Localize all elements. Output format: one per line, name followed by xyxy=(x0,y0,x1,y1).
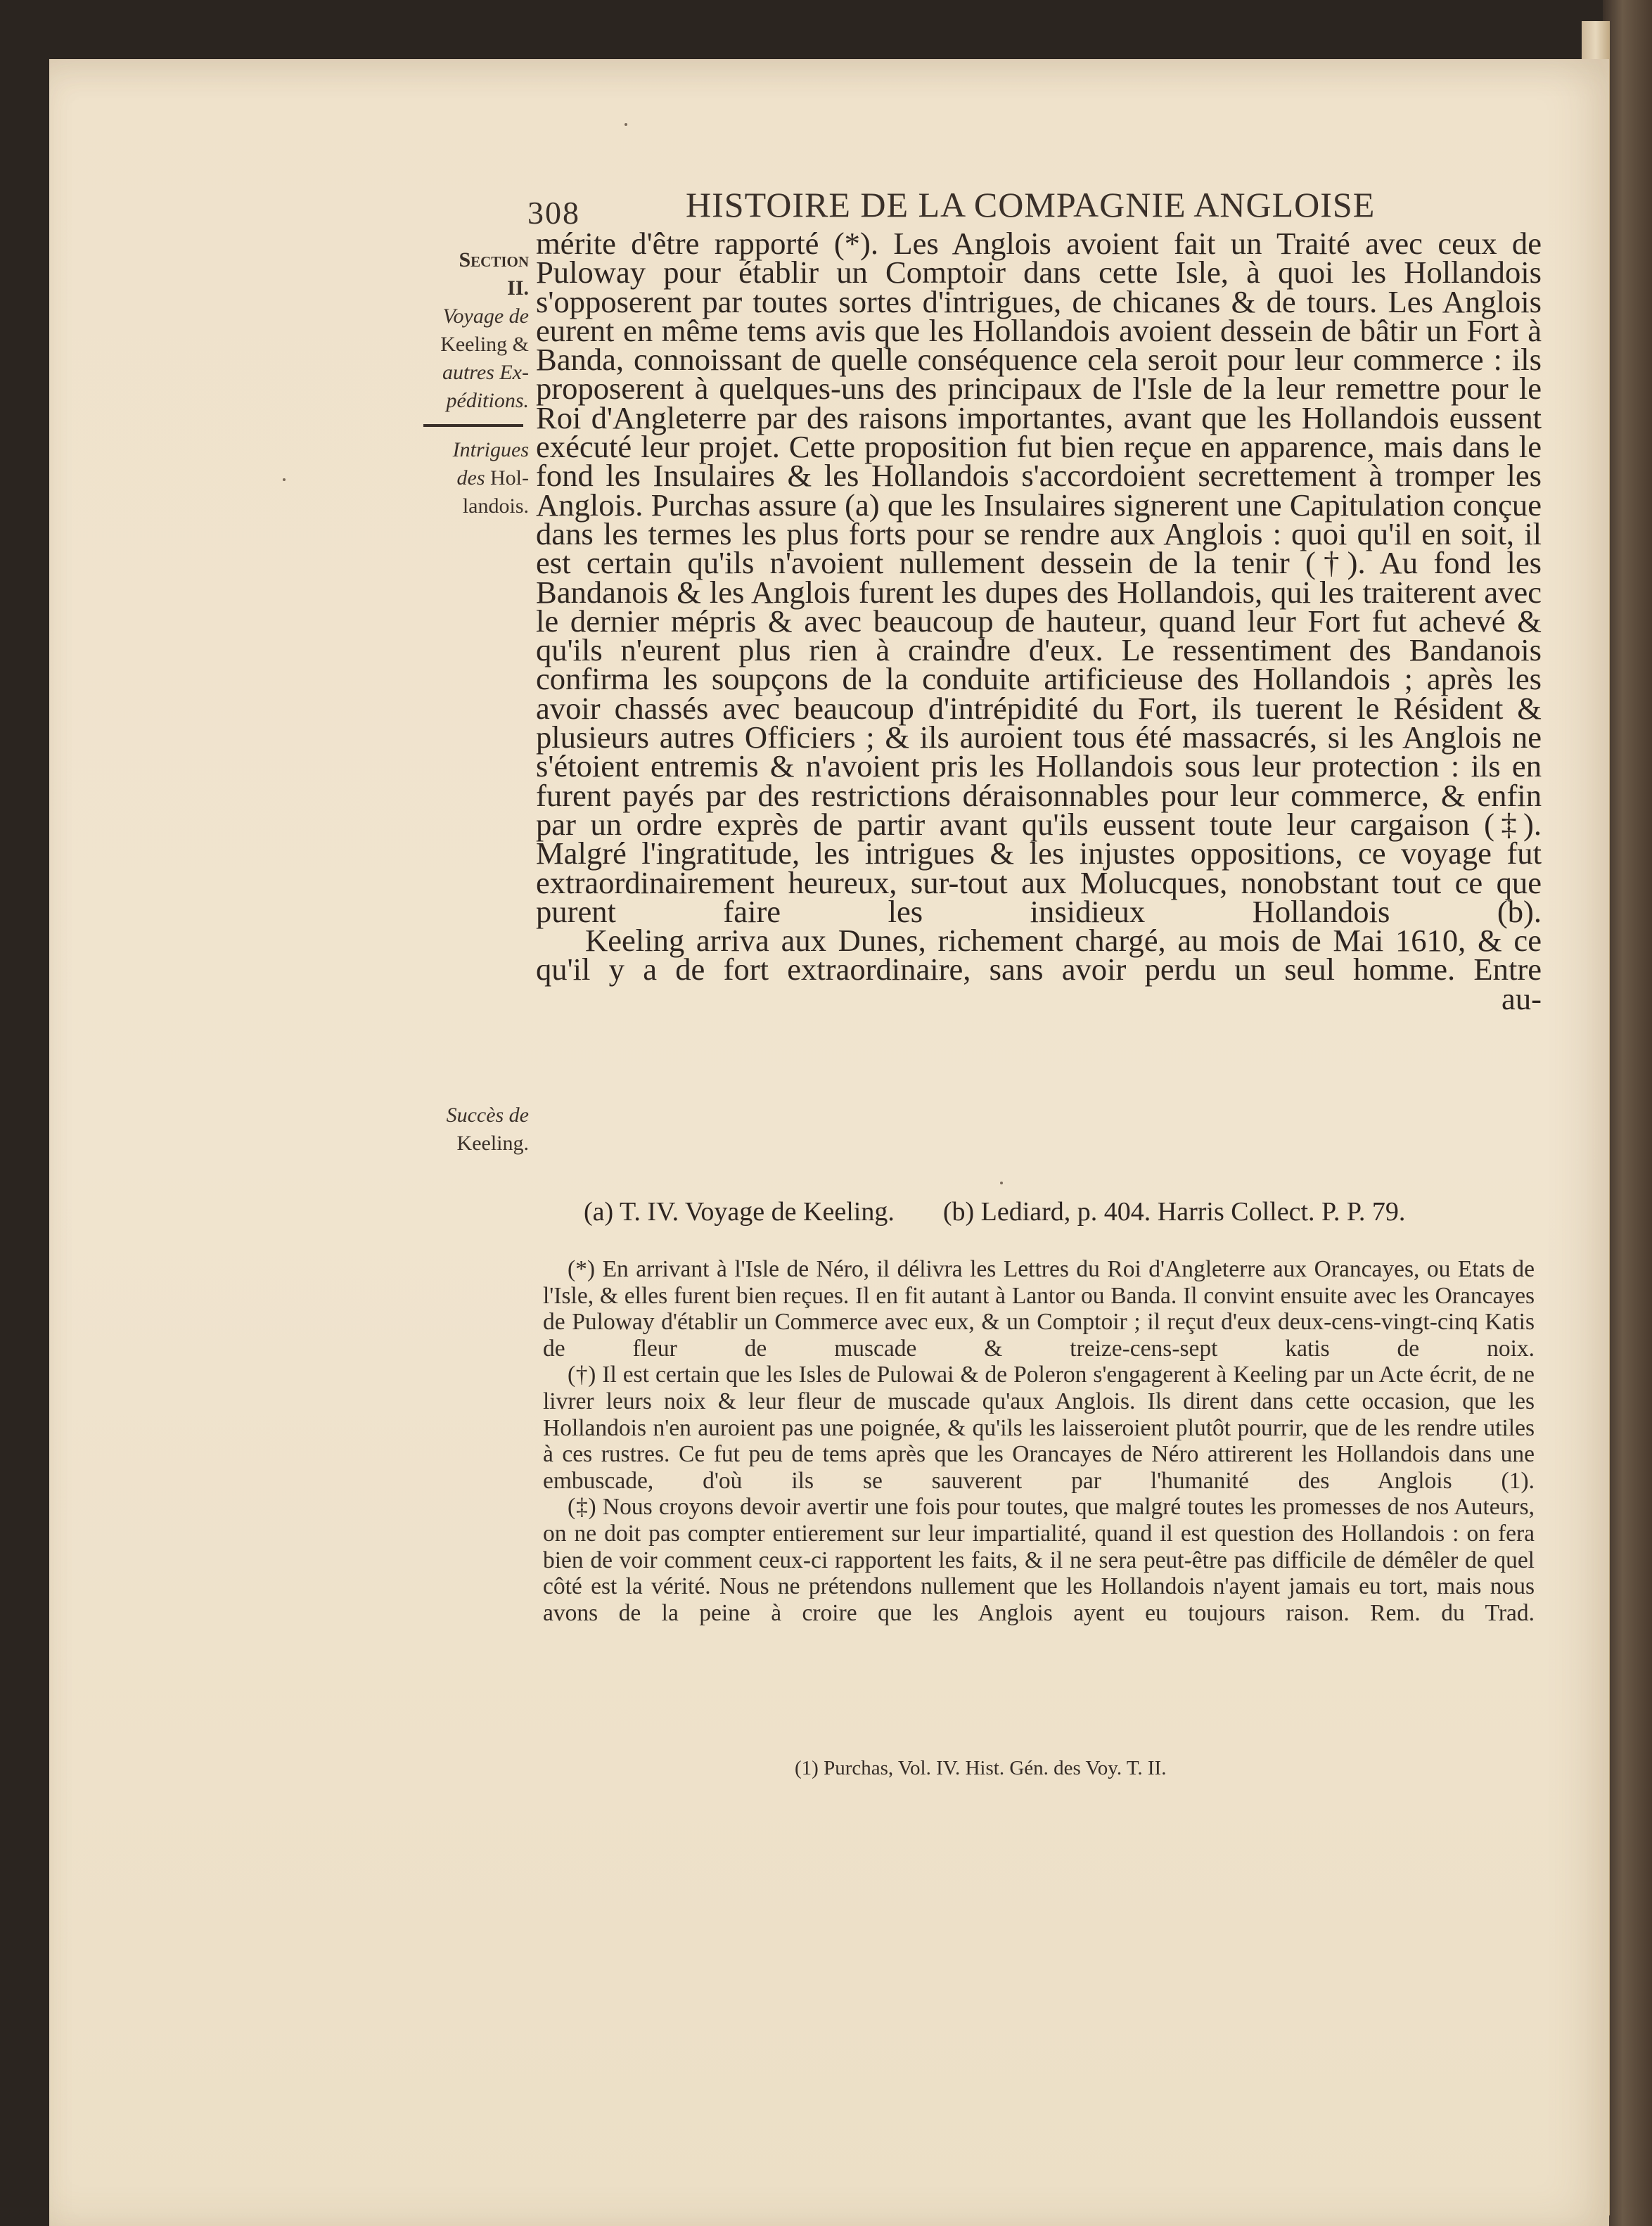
margin-note-intrigues xyxy=(416,436,529,520)
margin-divider xyxy=(423,424,523,427)
reference-a: (a) T. IV. Voyage de Keeling. xyxy=(584,1197,895,1227)
note-double-dagger: (‡) Nous croyons devoir avertir une fois pour toutes, que malgré toutes les promesses de nos Auteurs, on ne doit pas compter entierement sur leur impartialité, quand il est question des Hollandois : on fera bien de voir comment ceux-ci rapportent les faits, & il ne sera peut-être pas difficile de démêler de quel côté est la vérité. Nous ne prétendons nullement que les Hollandois n'ayent jamais eu tort, mais nous avons de la peine à croire que les Anglois ayent eu toujours raison. Rem. du Trad. xyxy=(543,1494,1535,1626)
margin-intrigues-line-a: Intrigues xyxy=(452,438,529,461)
margin-intrigues-line-c: landois. xyxy=(462,494,529,518)
margin-succes-line-a: Succès de xyxy=(446,1104,529,1127)
margin-note-section xyxy=(416,246,529,415)
main-text xyxy=(536,226,1542,1016)
reference-b: (b) Lediard, p. 404. Harris Collect. P. P. 79. xyxy=(942,1197,1406,1227)
body-paragraph-2: Keeling arriva aux Dunes, richement chargé, au mois de Mai 1610, & ce qu'il y a de fort extraordinaire, sans avoir perdu un seul homme. Entre xyxy=(536,923,1542,987)
margin-intrigues-line-b: des xyxy=(456,466,485,490)
paper-speck xyxy=(625,123,627,126)
margin-section-number: II. xyxy=(507,276,529,300)
paper-speck xyxy=(283,478,286,481)
catchword: au- xyxy=(1501,980,1542,1016)
margin-succes-line-b: Keeling. xyxy=(456,1132,529,1155)
margin-section-label: Section xyxy=(459,248,529,271)
margin-section-line-b: Keeling & xyxy=(440,333,529,356)
note-dagger: (†) Il est certain que les Isles de Pulowai & de Poleron s'engagerent à Keeling par un Acte écrit, de ne livrer leurs noix & leur fleur de muscade qu'aux Anglois. Ils dirent dans cette occasion, que les Hollandois n'en auroient pas une poignée, & qu'ils les laisseroient plutôt pourrir, que de les rendre utiles à ces rustres. Ce fut peu de tems après que les Orancayes de Néro attirerent les Hollandois dans une embuscade, d'où ils se sauverent par l'humanité des Anglois (1). xyxy=(543,1362,1535,1494)
margin-intrigues-line-b2: Hol- xyxy=(490,466,529,490)
footnote-reference: (1) Purchas, Vol. IV. Hist. Gén. des Voy. T. II. xyxy=(795,1757,1167,1779)
paper-speck xyxy=(1000,1182,1003,1184)
body-paragraph-1: mérite d'être rapporté (*). Les Anglois avoient fait un Traité avec ceux de Puloway pour établir un Comptoir dans cette Isle, à quoi les Hollandois s'opposerent par toutes sortes d'intrigues, de chicanes & de tours. Les Anglois eurent en même tems avis que les Hollandois avoient dessein de bâtir un Fort à Banda, connoissant de quelle conséquence cela seroit pour leur commerce : ils proposerent à quelques-uns des principaux de l'Isle de la leur remettre pour le Roi d'Angleterre par des raisons importantes, avant que les Hollandois eussent exécuté leur projet. Cette proposition fut bien reçue en apparence, mais dans le fond les Insulaires & les Hollandois s'accordoient secrettement à tromper les Anglois. Purchas assure (a) que les Insulaires signerent une Capitulation conçue dans les termes les plus forts pour se rendre aux Anglois : quoi qu'il en soit, il est certain qu'ils n'avoient nullement dessein de la tenir (†). Au fond les Bandanois & les Anglois furent les dupes des Hollandois, qui les traiterent avec le dernier mépris & avec beaucoup de hauteur, quand leur Fort fut achevé & qu'ils n'eurent plus rien à craindre d'eux. Le ressentiment des Bandanois confirma les soupçons de la conduite artificieuse des Hollandois ; après les avoir chassés avec beaucoup d'intrépidité du Fort, ils tuerent le Résident & plusieurs autres Officiers ; & ils auroient tous été massacrés, si les Anglois ne s'étoient entremis & n'avoient pris les Hollandois sous leur protection : ils en furent payés par des restrictions déraisonnables pour leur commerce, & enfin par un ordre exprès de partir avant qu'ils eussent toute leur cargaison (‡). Malgré l'ingratitude, les intrigues & les injustes oppositions, ce voyage fut extraordinairement heureux, sur-tout aux Molucques, nonobstant tout ce que purent faire les insidieux Hollandois (b). xyxy=(536,226,1542,929)
note-asterisk: (*) En arrivant à l'Isle de Néro, il délivra les Lettres du Roi d'Angleterre aux Orancayes, ou Etats de l'Isle, & elles furent bien reçues. Il en fit autant à Lantor ou Banda. Il convint ensuite avec les Orancayes de Puloway d'établir un Commerce avec eux, & un Comptoir ; il reçut d'eux deux-cens-vingt-cinq Katis de fleur de muscade & treize-cens-sept katis de noix. xyxy=(543,1256,1535,1362)
book-spine xyxy=(1603,0,1652,2226)
references-line xyxy=(584,1196,1554,1228)
margin-section-line-d: péditions. xyxy=(446,389,529,412)
page-number: 308 xyxy=(527,195,580,231)
running-title: HISTOIRE DE LA COMPAGNIE ANGLOISE xyxy=(686,185,1376,224)
margin-note-succes xyxy=(416,1101,529,1158)
translator-notes xyxy=(543,1256,1535,1626)
margin-section-line-c: autres Ex- xyxy=(442,361,529,384)
margin-section-line-a: Voyage de xyxy=(442,305,529,328)
